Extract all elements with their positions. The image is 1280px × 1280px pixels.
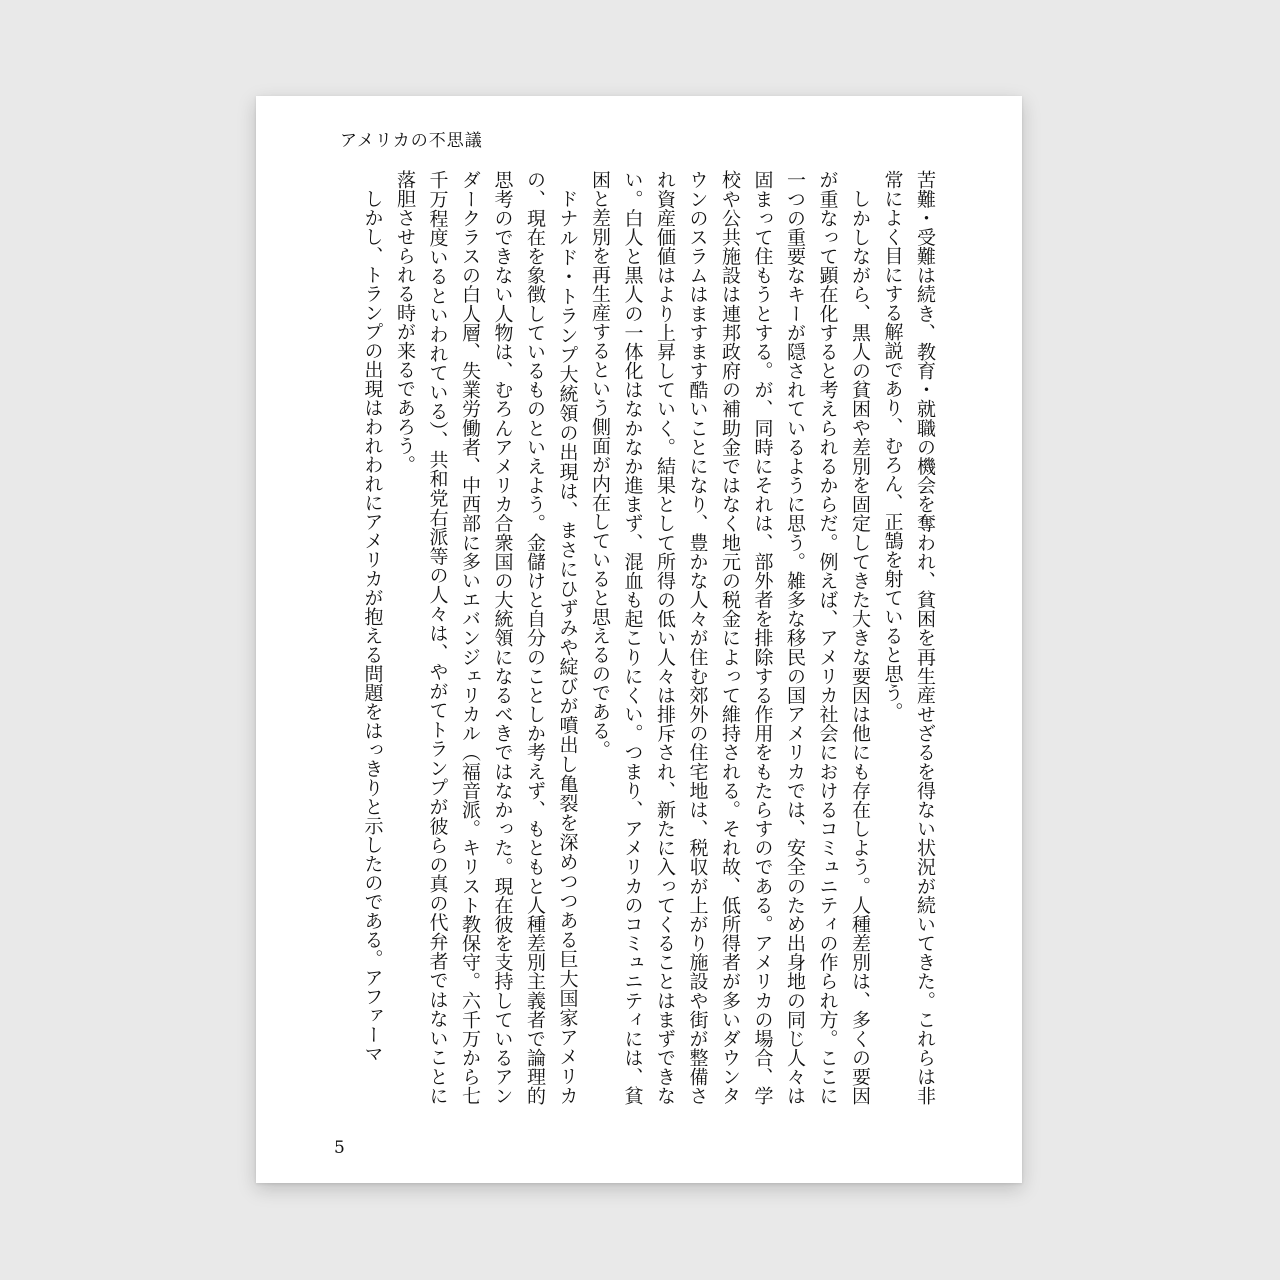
- book-page: [256, 96, 1022, 1183]
- paragraph: ドナルド・トランプ大統領の出現は、まさにひずみや綻びが噴出し亀裂を深めつつある巨大国家アメリカの、現在を象徴しているものといえよう。金儲けと自分のことしか考えず、もともと人種差別主義者で論理的思考のできない人物は、むろんアメリカ合衆国の大統領になるべきではなかった。現在彼を支持しているアンダークラスの白人層、失業労働者、中西部に多いエバンジェリカル（福音派。キリスト教保守。六千万から七千万程度いるといわれている）、共和党右派等の人々は、やがてトランプが彼らの真の代弁者ではないことに落胆させられる時が来るであろう。: [394, 170, 579, 1105]
- paragraph: しかし、トランプの出現はわれわれにアメリカが抱える問題をはっきりと示したのである。アファーマ: [361, 189, 384, 1063]
- paragraph: しかしながら、黒人の貧困や差別を固定してきた大きな要因は他にも存在しよう。人種差別は、多くの要因が重なって顕在化すると考えられるからだ。例えば、アメリカ社会におけるコミュニティの作られ方。ここに一つの重要なキーが隠されているように思う。雑多な移民の国アメリカでは、安全のため出身地の同じ人々は固まって住もうとする。が、同時にそれは、部外者を排除する作用をもたらすのである。アメリカの場合、学校や公共施設は連邦政府の補助金ではなく地元の税金によって維持される。それ故、低所得者が多いダウンタウンのスラムはますます酷いことになり、豊かな人々が住む郊外の住宅地は、税収が上がり施設や街が整備され資産価値はより上昇していく。結果として所得の低い人々は排斥され、新たに入ってくることはまずできない。白人と黒人の一体化はなかなか進まず、混血も起こりにくい。つまり、アメリカのコミュニティには、貧困と差別を再生産するという側面が内在していると思えるのである。: [589, 170, 871, 1105]
- running-header: アメリカの不思議: [340, 131, 483, 151]
- page-number: 5: [334, 1138, 345, 1158]
- paragraph: 苦難・受難は続き、教育・就職の機会を奪われ、貧困を再生産せざるを得ない状況が続いてきた。これらは非常によく目にする解説であり、むろん、正鵠を射ていると思う。: [881, 170, 936, 1105]
- body-text: [321, 170, 941, 1105]
